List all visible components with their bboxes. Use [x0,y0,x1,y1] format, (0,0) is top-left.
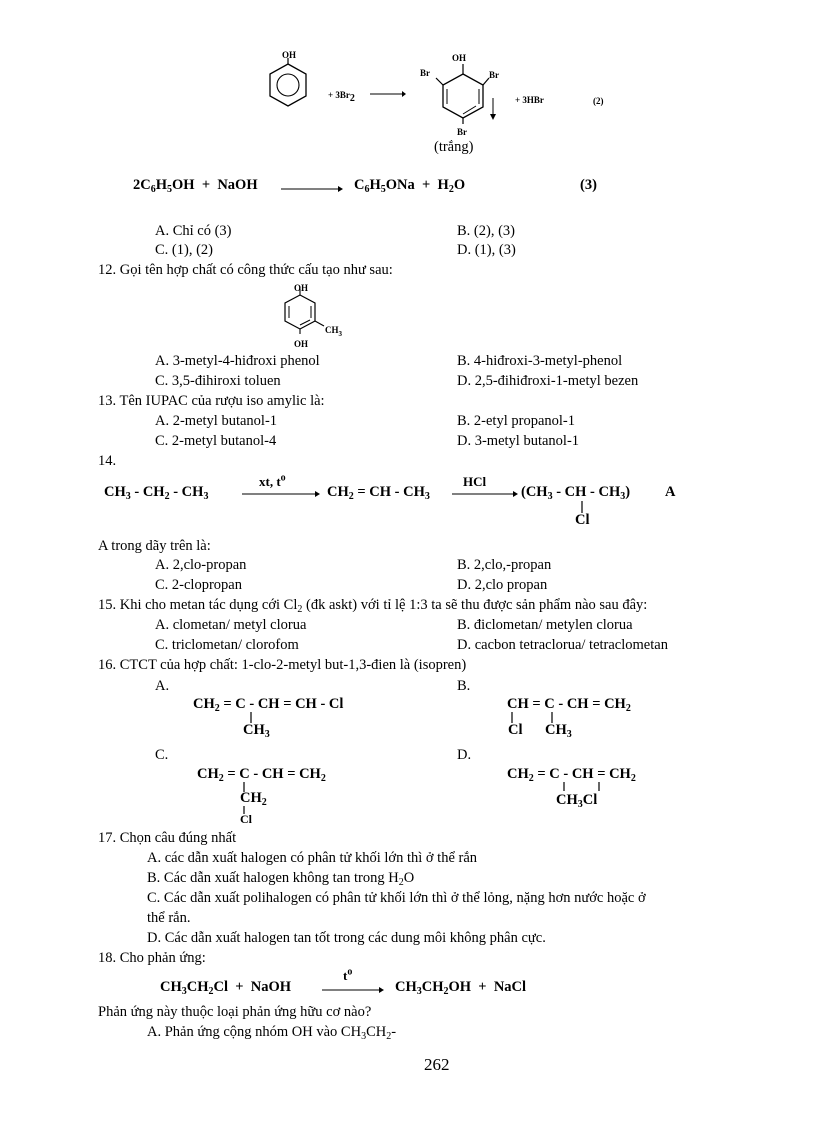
q13-stem: 13. Tên IUPAC của rượu iso amylic là: [98,393,325,409]
q16-label-d[interactable]: D. [457,747,472,763]
product-br-left: Br [420,68,430,78]
q17-option-a[interactable]: A. các dẫn xuất halogen có phân tử khối lớn thì ở thể rắn [147,850,478,866]
q12-option-a[interactable]: A. 3-metyl-4-hiđroxi phenol [155,353,320,369]
q14-option-d[interactable]: D. 2,clo propan [457,577,548,593]
reaction-arrow-icon [452,490,518,498]
q11-option-c[interactable]: C. (1), (2) [155,242,213,258]
tribromophenol-ring-icon [438,64,488,124]
q15-option-d[interactable]: D. cacbon tetraclorua/ tetraclometan [457,637,668,653]
q16-d-substituents: $CH_3Cl$ [556,792,598,810]
q16-a-methyl: $CH_3$ [243,722,270,740]
q14-product-label: A [665,484,676,500]
reaction-arrow-icon [281,185,343,193]
reaction-arrow-icon [242,490,320,498]
q12-option-d[interactable]: D. 2,5-đihiđroxi-1-metyl bezen [457,373,639,389]
phenol-oh-label: OH [282,50,297,60]
q15-option-b[interactable]: B. điclometan/ metylen clorua [457,617,633,633]
bromine-reagent: + $3Br_2$ [328,90,355,104]
product-br-bottom: Br [457,127,467,137]
q16-b-methyl: $CH_3$ [545,722,572,740]
bond-line [562,782,566,792]
q16-label-b[interactable]: B. [457,678,471,694]
q14-question: A trong dãy trên là: [98,538,211,554]
product-oh-label: OH [452,53,467,63]
q14-cl-substituent: Cl [575,512,590,528]
q15-option-a[interactable]: A. clometan/ metyl clorua [155,617,307,633]
q12-option-c[interactable]: C. 3,5-đihiroxi toluen [155,373,281,389]
q11-option-d[interactable]: D. (1), (3) [457,242,516,258]
q14-condition-2: HCl [463,474,487,489]
q16-d-main-chain: $CH_2 = C$ - CH = $CH_2$ [507,766,636,784]
q17-stem: 17. Chọn câu đúng nhất [98,830,237,846]
q16-c-ch2: $CH_2$ [240,790,267,808]
q13-option-c[interactable]: C. 2-metyl butanol-4 [155,433,277,449]
q17-option-c-line2[interactable]: thể rắn. [147,910,191,926]
precipitate-arrow-icon [489,98,497,120]
q15-stem: 15. Khi cho metan tác dụng cới $Cl_2$ (đk askt) với tỉ lệ 1:3 ta sẽ thu được sản phẩm nào sau đây: [98,597,648,615]
q18-stem: 18. Cho phản ứng: [98,950,206,966]
reaction-3-number: (3) [580,177,597,193]
q13-option-b[interactable]: B. 2-etyl propanol-1 [457,413,575,429]
q12-stem: 12. Gọi tên hợp chất có công thức cấu tạo như sau: [98,262,393,278]
q12-option-b[interactable]: B. 4-hiđroxi-3-metyl-phenol [457,353,623,369]
q17-option-c-line1[interactable]: C. Các dẫn xuất polihalogen có phân tử khối lớn thì ở thể lỏng, nặng hơn nước hoặc ở [147,890,646,906]
reaction-arrow-icon [322,986,384,994]
page-number: 262 [424,1055,450,1074]
q17-option-b[interactable]: B. Các dẫn xuất halogen không tan trong $H_2O$ [147,870,415,888]
q13-option-d[interactable]: D. 3-metyl butanol-1 [457,433,580,449]
reaction-arrow-icon [370,90,406,98]
q14-stem: 14. [98,453,117,469]
reaction-3-left: $2C_6H_5OH$ + NaOH [133,177,258,195]
hbr-byproduct: + 3HBr [515,95,544,105]
q14-option-a[interactable]: A. 2,clo-propan [155,557,247,573]
precipitate-note: (trắng) [434,139,474,155]
q14-propane: $CH_3 - CH_2 - CH_3$ [104,484,209,502]
benzene-ring-icon [268,62,308,108]
q18-left: $CH_3CH_2Cl$ + NaOH [160,979,292,997]
q13-option-a[interactable]: A. 2-metyl butanol-1 [155,413,278,429]
q14-condition-1: xt, $t^o$ [259,472,286,489]
q11-option-a[interactable]: A. Chỉ có (3) [155,223,232,239]
q16-b-main-chain: CH = C - CH = $CH_2$ [507,696,631,714]
q14-propene: $CH_2$ = CH - $CH_3$ [327,484,430,502]
q18-question: Phản ứng này thuộc loại phản ứng hữu cơ nào? [98,1004,372,1020]
q12-oh-bottom: OH [294,339,309,349]
q12-ring-icon [283,289,331,335]
q18-condition: $t^o$ [343,966,353,983]
q17-option-d[interactable]: D. Các dẫn xuất halogen tan tốt trong các dung môi không phân cực. [147,930,546,946]
reaction-3-right: $C_6H_5ONa + H_2O$ [354,177,466,195]
q16-stem: 16. CTCT của hợp chất: 1-clo-2-metyl but-1,3-đien là (isopren) [98,657,467,673]
q14-option-b[interactable]: B. 2,clo,-propan [457,557,552,573]
q14-option-c[interactable]: C. 2-clopropan [155,577,242,593]
q16-label-c[interactable]: C. [155,747,169,763]
q16-a-main-chain: $CH_2 = C$ - CH = CH - Cl [193,696,344,714]
q12-oh-top: OH [294,283,309,293]
q12-methyl-label: $CH_3$ [325,325,342,338]
q15-option-c[interactable]: C. triclometan/ clorofom [155,637,299,653]
q11-option-b[interactable]: B. (2), (3) [457,223,515,239]
q16-c-main-chain: $CH_2 = C$ - CH = $CH_2$ [197,766,326,784]
q18-option-a[interactable]: A. Phản ứng cộng nhóm OH vào $CH_3CH_2-$ [147,1024,397,1042]
bond-line [597,782,601,792]
reaction-2-number: (2) [593,96,604,106]
q16-label-a[interactable]: A. [155,678,170,694]
product-br-right: Br [489,70,499,80]
q14-product: ($CH_3$ - CH - $CH_3$) [521,484,631,502]
q16-b-chlorine: Cl [508,722,523,738]
q18-right: $CH_3CH_2OH$ + NaCl [395,979,527,997]
q16-c-chlorine: Cl [240,812,252,826]
